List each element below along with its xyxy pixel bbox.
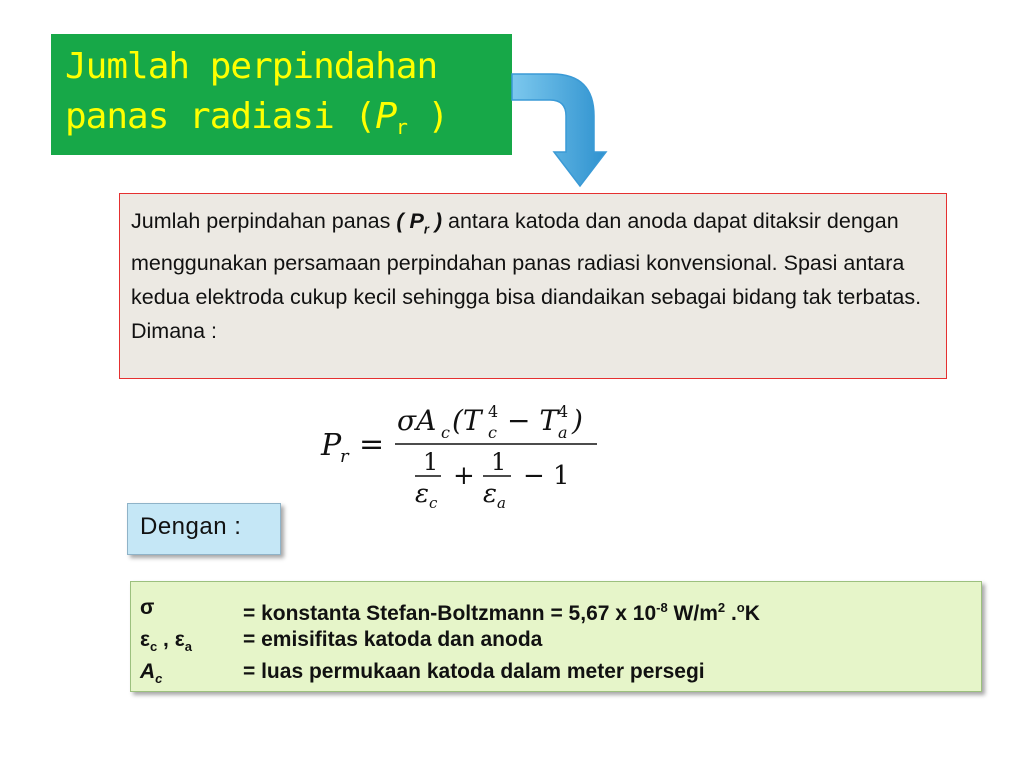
symbol-emissivity bbox=[140, 624, 243, 656]
definition-area: = luas permukaan katoda dalam meter persegi bbox=[243, 660, 705, 683]
formula-den-one-2: 1 bbox=[491, 448, 507, 476]
formula-den-eps-c-sub: c bbox=[429, 494, 438, 512]
symbol-eps-c-sub: c bbox=[149, 639, 158, 655]
formula-equals: = bbox=[359, 427, 385, 462]
description-text-start: Jumlah perpindahan panas bbox=[131, 209, 397, 233]
formula-num-minus: − T bbox=[507, 404, 559, 437]
definition-emissivity: = emisifitas katoda dan anoda bbox=[243, 628, 543, 651]
description-box bbox=[119, 193, 947, 379]
definition-row-area bbox=[140, 656, 981, 688]
formula-num-sup-4b: 4 bbox=[558, 402, 569, 421]
formula-den-plus: + bbox=[453, 461, 475, 491]
radiation-formula bbox=[315, 398, 615, 516]
curved-arrow-icon bbox=[508, 70, 608, 190]
definitions-box bbox=[130, 581, 982, 692]
definition-sigma-exp-3: o bbox=[736, 600, 745, 615]
symbol-area-sub: c bbox=[155, 671, 163, 687]
formula-num-sigma: σA bbox=[397, 404, 437, 437]
title-text: panas radiasi ( bbox=[65, 96, 376, 137]
formula-lhs: P bbox=[321, 428, 342, 463]
description-symbol-close: ) bbox=[428, 209, 443, 233]
definition-sigma-unit-1: W/m bbox=[667, 602, 718, 625]
formula-den-eps-a-sub: a bbox=[497, 494, 506, 512]
formula-num-open: (T bbox=[452, 404, 482, 437]
title-line-2 bbox=[65, 92, 512, 152]
symbol-eps-a: , ε bbox=[157, 628, 185, 651]
dengan-label: Dengan : bbox=[140, 513, 242, 540]
definition-row-emissivity bbox=[140, 624, 981, 656]
dengan-label-box bbox=[127, 503, 281, 555]
description-symbol-open: ( P bbox=[396, 209, 424, 233]
definition-sigma-text: = konstanta Stefan-Boltzmann = 5,67 x 10 bbox=[243, 602, 657, 625]
formula-lhs-sub: r bbox=[340, 446, 349, 467]
title-symbol-sub: r bbox=[395, 115, 407, 139]
definition-row-sigma bbox=[140, 592, 981, 624]
symbol-eps-a-sub: a bbox=[184, 639, 192, 655]
title-box bbox=[51, 34, 512, 155]
definition-sigma-unit-3: K bbox=[744, 602, 760, 625]
description-text-rest: antara katoda dan anoda dapat ditaksir dengan menggunakan persamaan perpindahan panas radiasi konvensional. Spasi antara kedua elektroda cukup kecil sehingga bisa diandaikan sebagai bidang tak terbatas. Dimana : bbox=[131, 209, 922, 344]
formula-den-one-1: 1 bbox=[423, 448, 439, 476]
formula-den-eps-c: ε bbox=[415, 479, 429, 509]
description-symbol bbox=[396, 209, 443, 237]
symbol-area-letter: A bbox=[140, 660, 156, 683]
title-close: ) bbox=[406, 96, 449, 137]
formula-num-sub-a: a bbox=[558, 423, 568, 442]
definition-sigma-unit-2: . bbox=[725, 602, 737, 625]
symbol-sigma: σ bbox=[140, 596, 155, 619]
formula-den-minus-one: − 1 bbox=[523, 461, 570, 491]
definition-sigma-exp-2: 2 bbox=[717, 600, 726, 615]
description-symbol-sub: r bbox=[423, 221, 429, 237]
formula-num-sup-4a: 4 bbox=[488, 402, 499, 421]
formula-den-eps-a: ε bbox=[483, 479, 497, 509]
definition-sigma bbox=[243, 592, 760, 624]
symbol-eps-c: ε bbox=[140, 628, 150, 651]
formula-num-sub-c: c bbox=[441, 423, 450, 442]
formula-num-sub-c2: c bbox=[488, 423, 497, 442]
definition-sigma-exp: -8 bbox=[656, 600, 668, 615]
title-symbol: P bbox=[375, 96, 396, 137]
title-line-1: Jumlah perpindahan bbox=[65, 46, 438, 87]
formula-num-close: ) bbox=[572, 404, 583, 437]
symbol-area bbox=[140, 656, 243, 688]
